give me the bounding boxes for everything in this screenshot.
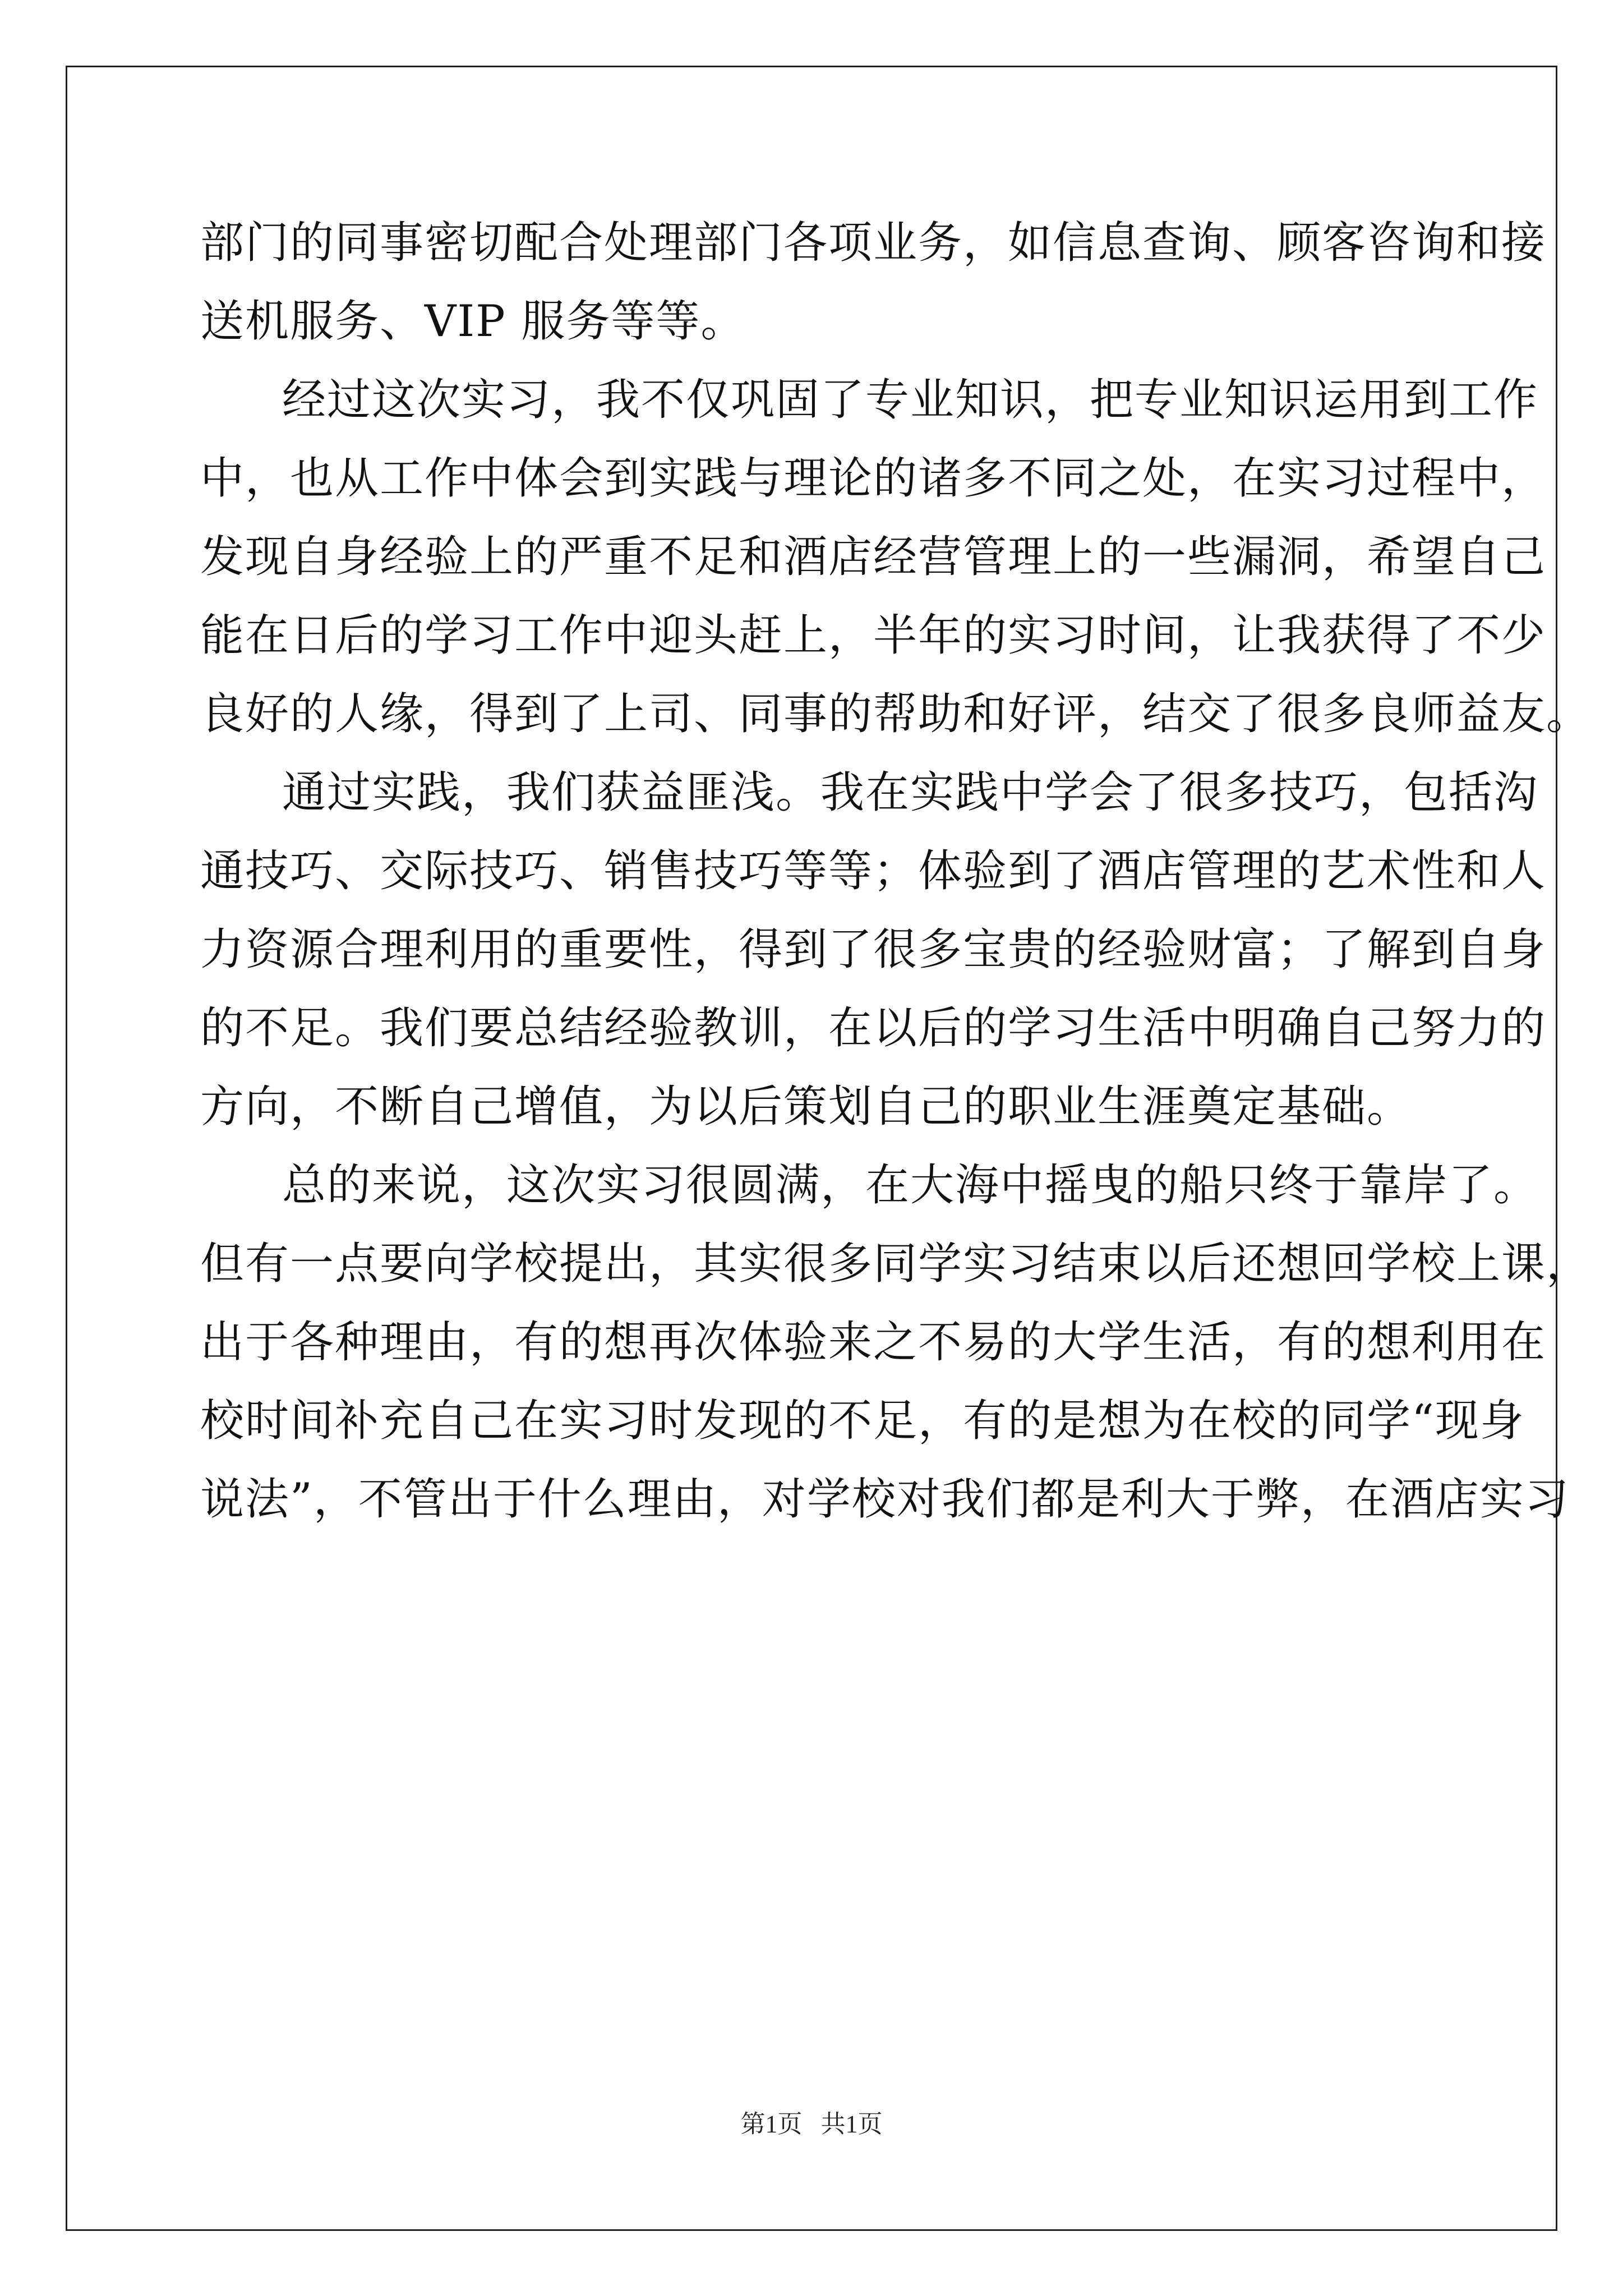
text-line: 力资源合理利用的重要性，得到了很多宝贵的经验财富；了解到自身 xyxy=(200,924,1547,975)
text-line: 经过这次实习，我不仅巩固了专业知识，把专业知识运用到工作 xyxy=(282,375,1539,425)
text-line: 送机服务、VIP 服务等等。 xyxy=(200,296,746,347)
text-line: 的不足。我们要总结经验教训，在以后的学习生活中明确自己努力的 xyxy=(200,1003,1547,1053)
text-line: 方向，不断自己增值，为以后策划自己的职业生涯奠定基础。 xyxy=(200,1082,1412,1132)
text-line: 部门的同事密切配合处理部门各项业务，如信息查询、顾客咨询和接 xyxy=(200,218,1547,268)
text-line: 发现自身经验上的严重不足和酒店经营管理上的一些漏洞，希望自己 xyxy=(200,532,1547,582)
text-line: 总的来说，这次实习很圆满，在大海中摇曳的船只终于靠岸了。 xyxy=(282,1160,1539,1211)
page-number-footer: 第1页 共1页 xyxy=(740,2110,883,2138)
text-line: 但有一点要向学校提出，其实很多同学实习结束以后还想回学校上课， xyxy=(200,1239,1592,1289)
text-line: 良好的人缘，得到了上司、同事的帮助和好评，结交了很多良师益友。 xyxy=(200,689,1592,739)
text-line: 出于各种理由，有的想再次体验来之不易的大学生活，有的想利用在 xyxy=(200,1317,1547,1368)
text-line: 中，也从工作中体会到实践与理论的诸多不同之处，在实习过程中， xyxy=(200,453,1547,504)
text-line: 说法”，不管出于什么理由，对学校对我们都是利大于弊，在酒店实习 xyxy=(200,1474,1570,1525)
text-line: 能在日后的学习工作中迎头赶上，半年的实习时间，让我获得了不少 xyxy=(200,610,1547,661)
text-line: 校时间补充自己在实习时发现的不足，有的是想为在校的同学“现身 xyxy=(200,1396,1525,1446)
text-line: 通过实践，我们获益匪浅。我在实践中学会了很多技巧，包括沟 xyxy=(282,767,1539,818)
text-line: 通技巧、交际技巧、销售技巧等等；体验到了酒店管理的艺术性和人 xyxy=(200,846,1547,896)
